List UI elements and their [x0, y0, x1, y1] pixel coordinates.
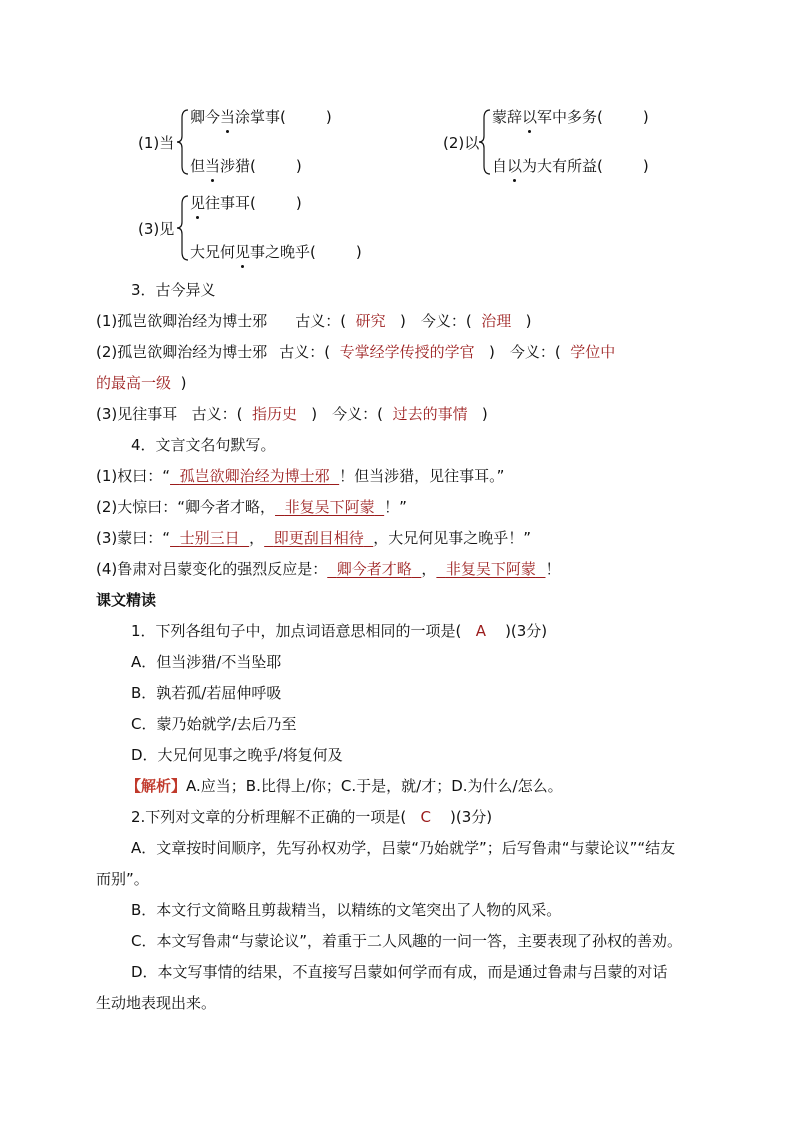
- s3-line-2-cont: 的最高一级 ): [96, 374, 187, 392]
- q1-analysis: 【解析】A.应当；B.比得上/你；C.于是，就/才；D.为什么/怎么。: [126, 777, 563, 795]
- brace-1: [176, 108, 190, 176]
- group-2-item-1: 蒙辞以军中多务( ): [492, 108, 649, 126]
- group-2-label: (2)以: [443, 134, 480, 152]
- s4-line-3: (3)蒙曰：“ 士别三日 ， 即更刮目相待 ，大兄何见事之晚乎！”: [96, 529, 532, 547]
- s3-line-2: (2)孤岂欲卿治经为博士邪 古义：( 专掌经学传授的学官 ) 今义：( 学位中: [96, 343, 616, 361]
- group-1-item-2: 但当涉猎( ): [190, 157, 302, 175]
- q1-option-c: C．蒙乃始就学/去后乃至: [131, 715, 297, 733]
- s4-line-1: (1)权曰：“ 孤岂欲卿治经为博士邪 ！但当涉猎，见往事耳。”: [96, 467, 505, 485]
- q2-option-b: B．本文行文简略且剪裁精当，以精练的文笔突出了人物的风采。: [131, 901, 562, 919]
- group-3-item-1: 见往事耳( ): [190, 194, 302, 212]
- s4-line-2: (2)大惊曰：“卿今者才略， 非复吴下阿蒙 ！”: [96, 498, 407, 516]
- q1-option-a: A．但当涉猎/不当坠耶: [131, 653, 282, 671]
- section-4-title: 4．文言文名句默写。: [131, 436, 276, 454]
- group-1-label: (1)当: [138, 134, 175, 152]
- q2-option-c: C．本文写鲁肃“与蒙论议”，着重于二人风趣的一问一答，主要表现了孙权的善劝。: [131, 932, 683, 950]
- q2-option-d-cont: 生动地表现出来。: [96, 994, 217, 1012]
- group-3-item-2: 大兄何见事之晚乎( ): [190, 243, 362, 261]
- q2-option-a-cont: 而别”。: [96, 870, 149, 888]
- q1-option-d: D．大兄何见事之晚乎/将复何及: [131, 746, 343, 764]
- group-2-item-2: 自以为大有所益( ): [492, 157, 649, 175]
- s3-line-1: (1)孤岂欲卿治经为博士邪 古义：( 研究 ) 今义：( 治理 ): [96, 312, 532, 330]
- q1-option-b: B．孰若孤/若屈伸呼吸: [131, 684, 282, 702]
- q1-stem: 1．下列各组句子中，加点词语意思相同的一项是( A )(3分): [131, 622, 548, 640]
- q2-stem: 2.下列对文章的分析理解不正确的一项是( C )(3分): [131, 808, 493, 826]
- q2-option-d: D．本文写事情的结果，不直接写吕蒙如何学而有成，而是通过鲁肃与吕蒙的对话: [131, 963, 668, 981]
- brace-2: [478, 108, 492, 176]
- section-3-title: 3．古今异义: [131, 281, 216, 299]
- q2-option-a: A．文章按时间顺序，先写孙权劝学，吕蒙“乃始就学”；后写鲁肃“与蒙论议”“结友: [131, 839, 676, 857]
- group-1-item-1: 卿今当涂掌事( ): [190, 108, 332, 126]
- s4-line-4: (4)鲁肃对吕蒙变化的强烈反应是： 卿今者才略 ， 非复吴下阿蒙 ！: [96, 560, 561, 578]
- reading-heading: 课文精读: [96, 591, 157, 609]
- s3-line-3: (3)见往事耳 古义：( 指历史 ) 今义：( 过去的事情 ): [96, 405, 488, 423]
- brace-3: [176, 194, 190, 262]
- group-3-label: (3)见: [138, 220, 175, 238]
